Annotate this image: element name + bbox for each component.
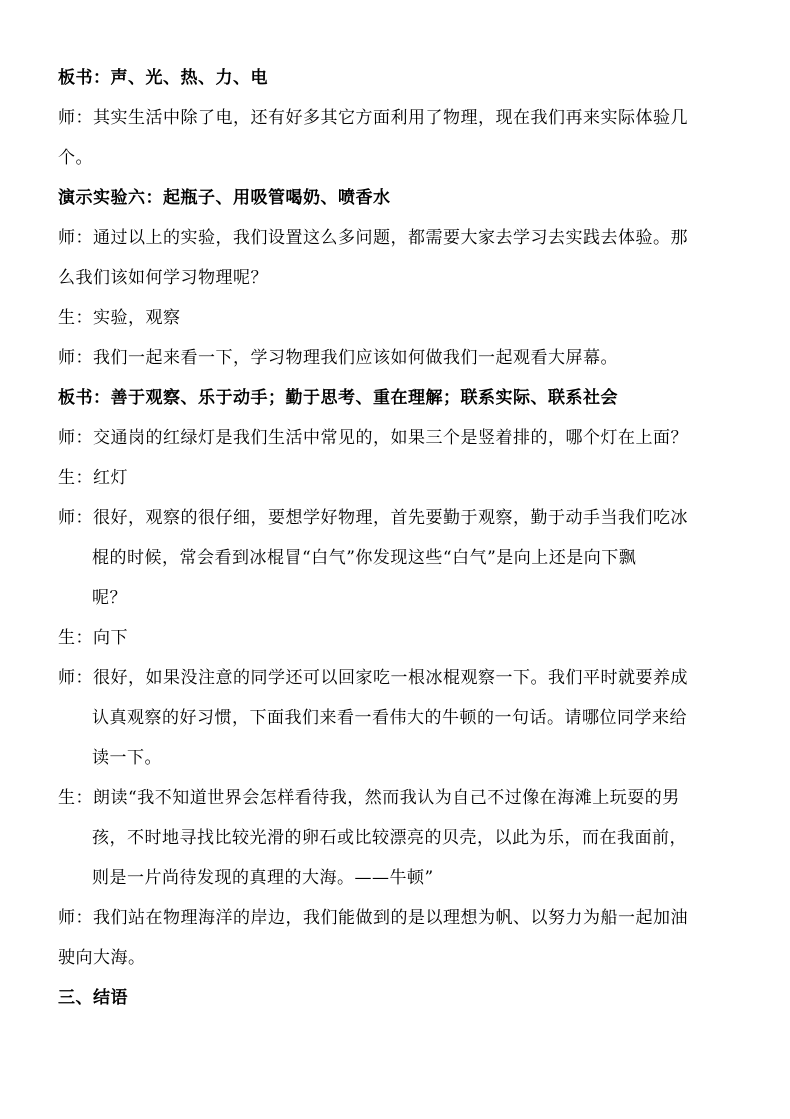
student-line-3: 生：向下 [58, 628, 128, 648]
teacher-line-1a: 师：其实生活中除了电，还有好多其它方面利用了物理，现在我们再来实际体验几 [58, 108, 688, 128]
student-line-1: 生：实验，观察 [58, 308, 181, 328]
teacher-line-7a: 师：我们站在物理海洋的岸边，我们能做到的是以理想为帆、以努力为船一起加油 [58, 908, 688, 928]
student-line-4a: 生：朗读“我不知道世界会怎样看待我，然而我认为自己不过像在海滩上玩耍的男 [58, 788, 680, 808]
teacher-line-6b: 认真观察的好习惯，下面我们来看一看伟大的牛顿的一句话。请哪位同学来给 [92, 708, 687, 728]
teacher-line-1b: 个。 [58, 148, 93, 168]
teacher-line-5a: 师：很好，观察的很仔细，要想学好物理，首先要勤于观察，勤于动手当我们吃冰 [58, 508, 688, 528]
demo-experiment-heading: 演示实验六：起瓶子、用吸管喝奶、喷香水 [58, 188, 391, 208]
teacher-line-3: 师：我们一起来看一下，学习物理我们应该如何做我们一起观看大屏幕。 [58, 348, 618, 368]
document-page [58, 58, 736, 1018]
teacher-line-2b: 么我们该如何学习物理呢？ [58, 268, 268, 288]
teacher-line-5b: 棍的时候，常会看到冰棍冒“白气”你发现这些“白气”是向上还是向下飘 [92, 548, 637, 568]
student-line-4c: 则是一片尚待发现的真理的大海。——牛顿” [92, 868, 434, 888]
teacher-line-6a: 师：很好，如果没注意的同学还可以回家吃一根冰棍观察一下。我们平时就要养成 [58, 668, 688, 688]
teacher-line-2a: 师：通过以上的实验，我们设置这么多问题，都需要大家去学习去实践去体验。那 [58, 228, 688, 248]
teacher-line-5c: 呢？ [92, 588, 127, 608]
teacher-line-4: 师：交通岗的红绿灯是我们生活中常见的，如果三个是竖着排的，哪个灯在上面？ [58, 428, 688, 448]
teacher-line-6c: 读一下。 [92, 748, 162, 768]
student-line-2: 生：红灯 [58, 468, 128, 488]
board-note-1: 板书：声、光、热、力、电 [58, 68, 268, 88]
teacher-line-7b: 驶向大海。 [58, 948, 146, 968]
student-line-4b: 孩，不时地寻找比较光滑的卵石或比较漂亮的贝壳，以此为乐，而在我面前， [92, 828, 687, 848]
section-heading-conclusion: 三、结语 [58, 988, 128, 1008]
board-note-2: 板书：善于观察、乐于动手；勤于思考、重在理解；联系实际、联系社会 [58, 388, 618, 408]
